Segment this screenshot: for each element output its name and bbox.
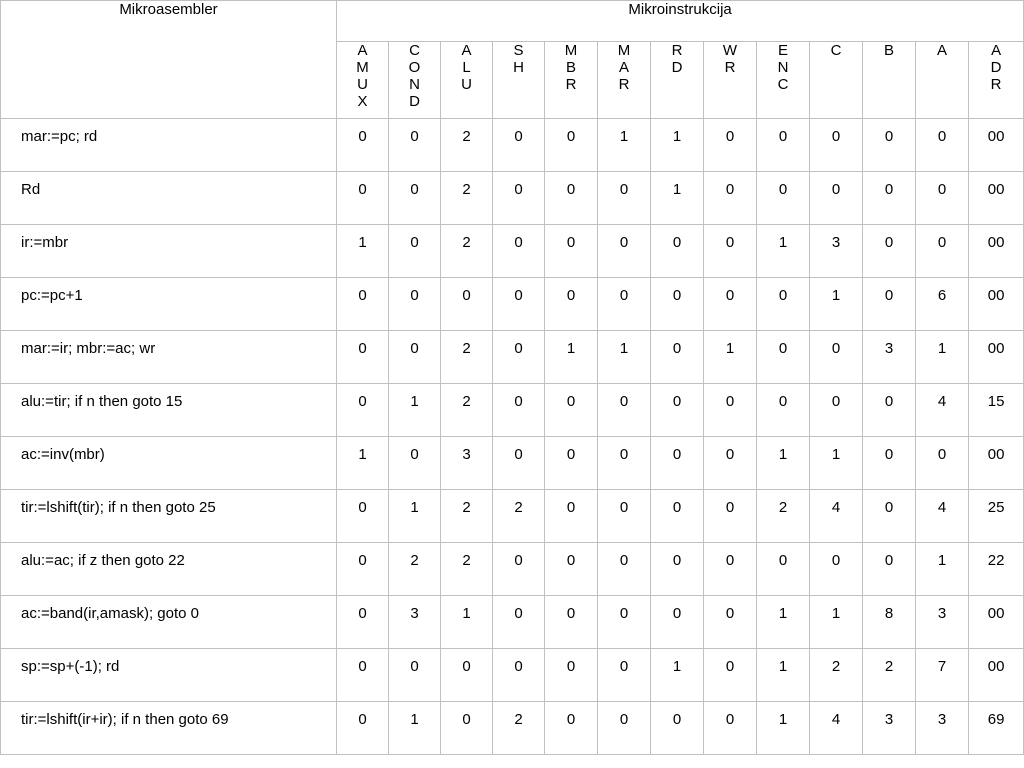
cell-enc: 0: [757, 119, 810, 172]
header-mikroinstrukcija: Mikroinstrukcija: [337, 1, 1024, 42]
cell-mbr: 0: [545, 702, 598, 755]
table-row: [1, 596, 1024, 649]
cell-cond: 1: [389, 702, 441, 755]
cell-a: 3: [916, 702, 969, 755]
cell-c: 0: [810, 384, 863, 437]
cell-c: 4: [810, 702, 863, 755]
cell-alu: 2: [441, 331, 493, 384]
cell-alu: 2: [441, 490, 493, 543]
cell-c: 0: [810, 331, 863, 384]
cell-b: 0: [863, 278, 916, 331]
cell-b: 0: [863, 437, 916, 490]
table-row: [1, 543, 1024, 596]
cell-mar: 0: [598, 702, 651, 755]
cell-mar: 0: [598, 649, 651, 702]
table-row: [1, 119, 1024, 172]
cell-mbr: 0: [545, 543, 598, 596]
cell-wr: 0: [704, 702, 757, 755]
cell-instruction: mar:=ir; mbr:=ac; wr: [1, 331, 337, 384]
cell-cond: 0: [389, 278, 441, 331]
table-row: [1, 225, 1024, 278]
cell-wr: 0: [704, 225, 757, 278]
cell-b: 8: [863, 596, 916, 649]
cell-alu: 2: [441, 225, 493, 278]
table-body: [1, 119, 1024, 755]
cell-amux: 1: [337, 225, 389, 278]
cell-amux: 1: [337, 437, 389, 490]
cell-rd: 0: [651, 543, 704, 596]
cell-mar: 1: [598, 119, 651, 172]
cell-c: 1: [810, 278, 863, 331]
column-header-c: C: [810, 42, 863, 119]
cell-adr: 25: [969, 490, 1024, 543]
cell-adr: 69: [969, 702, 1024, 755]
cell-adr: 22: [969, 543, 1024, 596]
cell-sh: 0: [493, 596, 545, 649]
table-row: [1, 649, 1024, 702]
cell-enc: 1: [757, 596, 810, 649]
cell-c: 3: [810, 225, 863, 278]
cell-b: 3: [863, 702, 916, 755]
cell-sh: 0: [493, 437, 545, 490]
cell-cond: 1: [389, 490, 441, 543]
column-header-rd: R D: [651, 42, 704, 119]
cell-sh: 0: [493, 331, 545, 384]
cell-rd: 0: [651, 384, 704, 437]
cell-b: 0: [863, 543, 916, 596]
cell-alu: 3: [441, 437, 493, 490]
cell-c: 0: [810, 543, 863, 596]
table-row: [1, 331, 1024, 384]
column-header-amux: A M U X: [337, 42, 389, 119]
cell-alu: 2: [441, 172, 493, 225]
cell-amux: 0: [337, 172, 389, 225]
cell-c: 1: [810, 596, 863, 649]
cell-mbr: 1: [545, 331, 598, 384]
cell-a: 7: [916, 649, 969, 702]
cell-rd: 0: [651, 596, 704, 649]
cell-enc: 1: [757, 649, 810, 702]
cell-alu: 0: [441, 278, 493, 331]
cell-wr: 0: [704, 172, 757, 225]
cell-rd: 0: [651, 225, 704, 278]
cell-c: 4: [810, 490, 863, 543]
cell-rd: 1: [651, 649, 704, 702]
cell-mbr: 0: [545, 437, 598, 490]
cell-enc: 0: [757, 278, 810, 331]
cell-adr: 00: [969, 225, 1024, 278]
cell-alu: 0: [441, 649, 493, 702]
cell-wr: 0: [704, 543, 757, 596]
cell-mbr: 0: [545, 596, 598, 649]
cell-mar: 0: [598, 437, 651, 490]
cell-mbr: 0: [545, 119, 598, 172]
cell-rd: 0: [651, 702, 704, 755]
cell-instruction: mar:=pc; rd: [1, 119, 337, 172]
cell-amux: 0: [337, 649, 389, 702]
cell-a: 1: [916, 331, 969, 384]
cell-mar: 0: [598, 172, 651, 225]
cell-b: 0: [863, 172, 916, 225]
cell-instruction: ac:=inv(mbr): [1, 437, 337, 490]
cell-a: 3: [916, 596, 969, 649]
cell-instruction: alu:=ac; if z then goto 22: [1, 543, 337, 596]
cell-rd: 1: [651, 172, 704, 225]
cell-mar: 1: [598, 331, 651, 384]
cell-sh: 0: [493, 172, 545, 225]
cell-b: 2: [863, 649, 916, 702]
table-row: [1, 490, 1024, 543]
cell-b: 0: [863, 225, 916, 278]
table-row: [1, 437, 1024, 490]
cell-mar: 0: [598, 384, 651, 437]
cell-enc: 0: [757, 331, 810, 384]
cell-cond: 0: [389, 331, 441, 384]
cell-adr: 00: [969, 437, 1024, 490]
cell-b: 0: [863, 119, 916, 172]
cell-alu: 2: [441, 543, 493, 596]
cell-b: 0: [863, 490, 916, 543]
cell-rd: 0: [651, 278, 704, 331]
cell-instruction: alu:=tir; if n then goto 15: [1, 384, 337, 437]
cell-mar: 0: [598, 543, 651, 596]
cell-mar: 0: [598, 490, 651, 543]
cell-wr: 1: [704, 331, 757, 384]
cell-c: 1: [810, 437, 863, 490]
cell-a: 0: [916, 119, 969, 172]
cell-a: 4: [916, 490, 969, 543]
cell-adr: 00: [969, 596, 1024, 649]
cell-mar: 0: [598, 596, 651, 649]
header-mikroasembler: Mikroasembler: [1, 1, 337, 119]
cell-rd: 0: [651, 331, 704, 384]
cell-instruction: tir:=lshift(tir); if n then goto 25: [1, 490, 337, 543]
cell-c: 0: [810, 172, 863, 225]
cell-adr: 00: [969, 331, 1024, 384]
cell-c: 2: [810, 649, 863, 702]
column-header-adr: A D R: [969, 42, 1024, 119]
column-header-mbr: M B R: [545, 42, 598, 119]
cell-a: 0: [916, 172, 969, 225]
cell-alu: 2: [441, 119, 493, 172]
cell-a: 4: [916, 384, 969, 437]
cell-amux: 0: [337, 702, 389, 755]
cell-a: 6: [916, 278, 969, 331]
cell-cond: 3: [389, 596, 441, 649]
cell-mar: 0: [598, 278, 651, 331]
cell-b: 0: [863, 384, 916, 437]
cell-amux: 0: [337, 490, 389, 543]
cell-sh: 2: [493, 702, 545, 755]
cell-cond: 2: [389, 543, 441, 596]
cell-wr: 0: [704, 384, 757, 437]
column-header-alu: A L U: [441, 42, 493, 119]
column-header-sh: S H: [493, 42, 545, 119]
cell-mbr: 0: [545, 649, 598, 702]
cell-wr: 0: [704, 490, 757, 543]
cell-cond: 0: [389, 437, 441, 490]
cell-wr: 0: [704, 119, 757, 172]
cell-instruction: Rd: [1, 172, 337, 225]
cell-cond: 0: [389, 172, 441, 225]
cell-instruction: ac:=band(ir,amask); goto 0: [1, 596, 337, 649]
cell-a: 1: [916, 543, 969, 596]
cell-mbr: 0: [545, 384, 598, 437]
cell-amux: 0: [337, 278, 389, 331]
cell-instruction: tir:=lshift(ir+ir); if n then goto 69: [1, 702, 337, 755]
table-row: [1, 278, 1024, 331]
cell-cond: 0: [389, 119, 441, 172]
cell-mar: 0: [598, 225, 651, 278]
cell-instruction: sp:=sp+(-1); rd: [1, 649, 337, 702]
cell-c: 0: [810, 119, 863, 172]
cell-wr: 0: [704, 596, 757, 649]
cell-amux: 0: [337, 384, 389, 437]
cell-rd: 0: [651, 437, 704, 490]
column-header-cond: C O N D: [389, 42, 441, 119]
column-header-mar: M A R: [598, 42, 651, 119]
cell-a: 0: [916, 225, 969, 278]
cell-cond: 0: [389, 225, 441, 278]
cell-mbr: 0: [545, 225, 598, 278]
cell-mbr: 0: [545, 490, 598, 543]
cell-adr: 00: [969, 649, 1024, 702]
cell-sh: 0: [493, 119, 545, 172]
cell-alu: 1: [441, 596, 493, 649]
cell-enc: 0: [757, 384, 810, 437]
cell-wr: 0: [704, 437, 757, 490]
cell-adr: 00: [969, 119, 1024, 172]
column-header-wr: W R: [704, 42, 757, 119]
cell-alu: 0: [441, 702, 493, 755]
cell-enc: 1: [757, 702, 810, 755]
cell-amux: 0: [337, 331, 389, 384]
cell-cond: 1: [389, 384, 441, 437]
cell-alu: 2: [441, 384, 493, 437]
cell-instruction: pc:=pc+1: [1, 278, 337, 331]
table-row: [1, 384, 1024, 437]
cell-mbr: 0: [545, 172, 598, 225]
column-header-enc: E N C: [757, 42, 810, 119]
cell-sh: 0: [493, 543, 545, 596]
cell-adr: 00: [969, 278, 1024, 331]
cell-sh: 0: [493, 278, 545, 331]
cell-enc: 0: [757, 543, 810, 596]
cell-enc: 0: [757, 172, 810, 225]
cell-sh: 0: [493, 649, 545, 702]
cell-enc: 1: [757, 437, 810, 490]
cell-a: 0: [916, 437, 969, 490]
column-header-a: A: [916, 42, 969, 119]
cell-amux: 0: [337, 596, 389, 649]
cell-wr: 0: [704, 649, 757, 702]
cell-mbr: 0: [545, 278, 598, 331]
cell-instruction: ir:=mbr: [1, 225, 337, 278]
header-row-top: [1, 1, 1024, 42]
cell-adr: 00: [969, 172, 1024, 225]
cell-sh: 0: [493, 384, 545, 437]
cell-rd: 1: [651, 119, 704, 172]
cell-adr: 15: [969, 384, 1024, 437]
cell-b: 3: [863, 331, 916, 384]
table-row: [1, 172, 1024, 225]
column-header-b: B: [863, 42, 916, 119]
cell-rd: 0: [651, 490, 704, 543]
cell-enc: 1: [757, 225, 810, 278]
cell-amux: 0: [337, 543, 389, 596]
cell-sh: 0: [493, 225, 545, 278]
cell-cond: 0: [389, 649, 441, 702]
cell-sh: 2: [493, 490, 545, 543]
table-row: [1, 702, 1024, 755]
cell-amux: 0: [337, 119, 389, 172]
cell-enc: 2: [757, 490, 810, 543]
cell-wr: 0: [704, 278, 757, 331]
